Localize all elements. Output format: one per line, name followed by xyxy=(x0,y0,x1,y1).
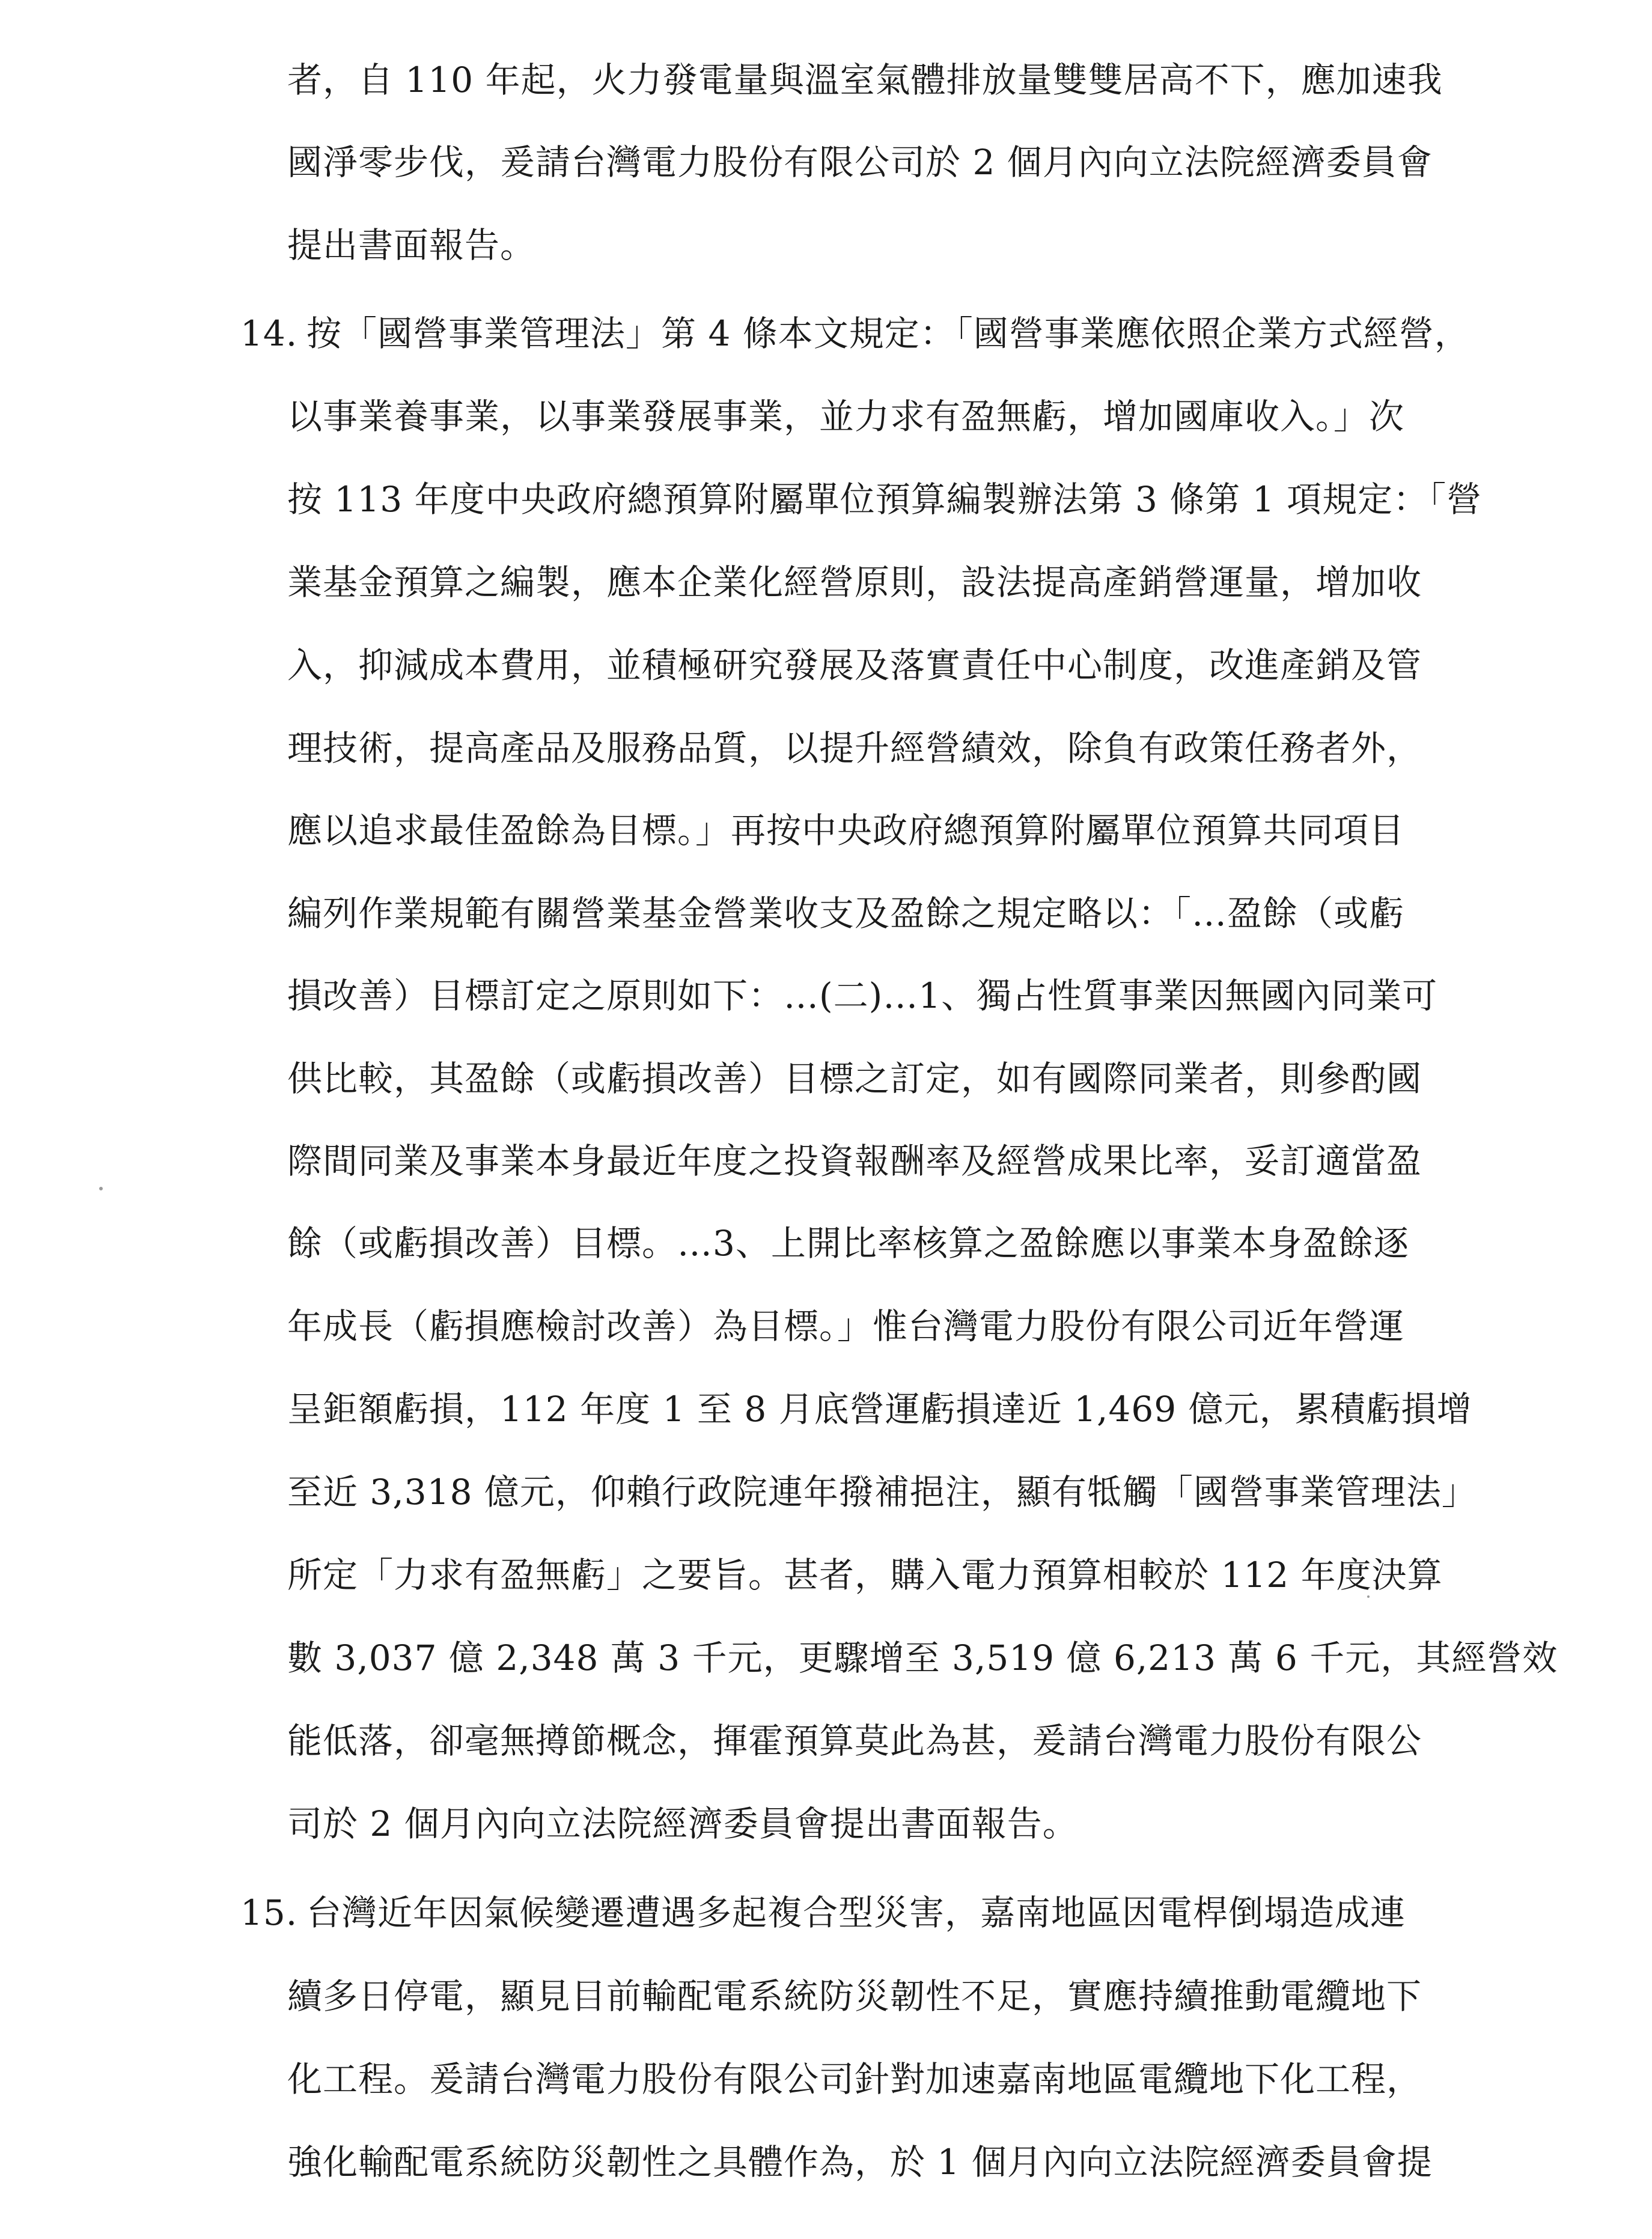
item-14-line-1: 按「國營事業管理法」第 4 條本文規定：「國營事業應依照企業方式經營， xyxy=(306,313,1470,354)
item-15-line-1: 台灣近年因氣候變遷遭遇多起複合型災害，嘉南地區因電桿倒塌造成連 xyxy=(306,1892,1406,1933)
item-14-number: 14. xyxy=(240,313,298,354)
item-14-line-6: 理技術，提高產品及服務品質，以提升經營績效，除負有政策任務者外， xyxy=(287,728,1422,769)
item-14-line-4: 業基金預算之編製，應本企業化經營原則，設法提高產銷營運量，增加收 xyxy=(287,562,1422,603)
item-15-line-4: 強化輸配電系統防災韌性之具體作為，於 1 個月內向立法院經濟委員會提 xyxy=(287,2142,1433,2183)
item-14-line-11: 際間同業及事業本身最近年度之投資報酬率及經營成果比率，妥訂適當盈 xyxy=(287,1141,1422,1181)
item-14-line-17: 數 3,037 億 2,348 萬 3 千元，更驟增至 3,519 億 6,213 萬 6 千元，其經營效 xyxy=(287,1637,1558,1678)
item-14-line-15: 至近 3,318 億元，仰賴行政院連年撥補挹注，顯有牴觸「國營事業管理法」 xyxy=(287,1472,1477,1512)
item-15-line-3: 化工程。爰請台灣電力股份有限公司針對加速嘉南地區電纜地下化工程， xyxy=(287,2059,1422,2100)
item-14-line-10: 供比較，其盈餘（或虧損改善）目標之訂定，如有國際同業者，則參酌國 xyxy=(287,1058,1422,1099)
item-14-line-19: 司於 2 個月內向立法院經濟委員會提出書面報告。 xyxy=(287,1803,1078,1844)
item-14-line-2: 以事業養事業，以事業發展事業，並力求有盈無虧，增加國庫收入。」次 xyxy=(287,396,1405,437)
item-14-line-8: 編列作業規範有關營業基金營業收支及盈餘之規定略以：「…盈餘（或虧 xyxy=(287,893,1405,934)
item-14-line-12: 餘（或虧損改善）目標。…3、上開比率核算之盈餘應以事業本身盈餘逐 xyxy=(287,1223,1409,1264)
item-15-number: 15. xyxy=(240,1892,298,1933)
item-14-line-18: 能低落，卻毫無撙節概念，揮霍預算莫此為甚，爰請台灣電力股份有限公 xyxy=(287,1720,1422,1761)
item-14-line-16: 所定「力求有盈無虧」之要旨。甚者，購入電力預算相較於 112 年度決算 xyxy=(287,1555,1443,1595)
item-14-line-9: 損改善）目標訂定之原則如下：…(二)…1、獨占性質事業因無國內同業可 xyxy=(287,975,1438,1016)
item-13-line-3: 提出書面報告。 xyxy=(287,225,536,266)
item-14-line-14: 呈鉅額虧損，112 年度 1 至 8 月底營運虧損達近 1,469 億元，累積虧損增 xyxy=(287,1389,1472,1430)
item-14-line-5: 入，抑減成本費用，並積極研究發展及落實責任中心制度，改進產銷及管 xyxy=(287,645,1422,686)
item-13-line-1: 者，自 110 年起，火力發電量與溫室氣體排放量雙雙居高不下，應加速我 xyxy=(287,59,1443,100)
item-14-line-7: 應以追求最佳盈餘為目標。」再按中央政府總預算附屬單位預算共同項目 xyxy=(287,810,1405,851)
item-13-line-2: 國淨零步伐，爰請台灣電力股份有限公司於 2 個月內向立法院經濟委員會 xyxy=(287,142,1433,183)
item-14-line-3: 按 113 年度中央政府總預算附屬單位預算編製辦法第 3 條第 1 項規定：「營 xyxy=(287,479,1483,520)
item-15-line-2: 續多日停電，顯見目前輸配電系統防災韌性不足，實應持續推動電纜地下 xyxy=(287,1976,1422,2017)
item-14-line-13: 年成長（虧損應檢討改善）為目標。」惟台灣電力股份有限公司近年營運 xyxy=(287,1306,1405,1347)
scan-speck xyxy=(1367,1595,1370,1598)
scan-speck xyxy=(99,1187,103,1190)
